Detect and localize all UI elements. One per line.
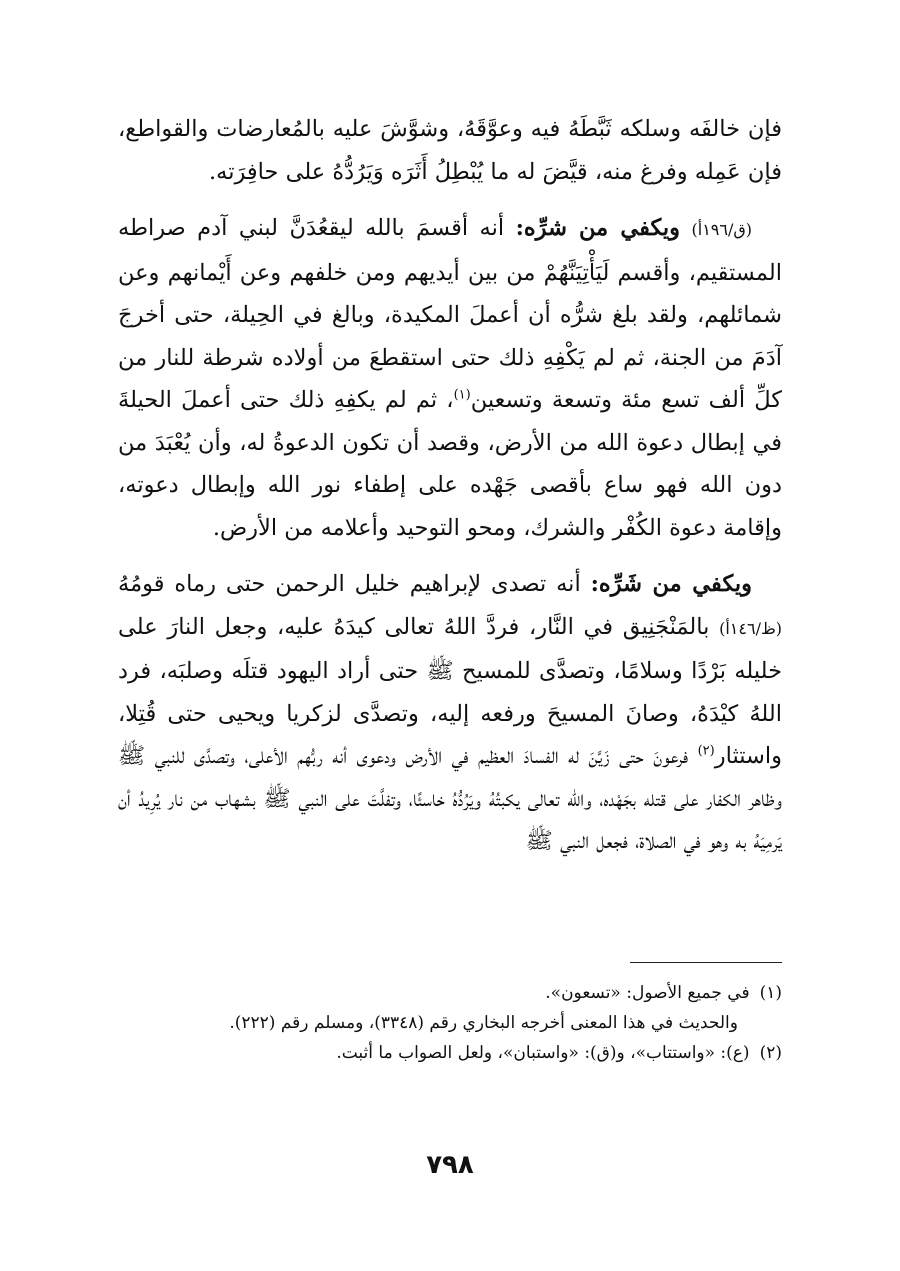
footnote-ref-1[interactable]: (١) xyxy=(453,387,471,403)
footnote-1-continuation xyxy=(118,1008,782,1038)
paragraph-2-text-b: ، ثم لم يكفِهِ ذلك حتى أعملَ الحيلةَ في إبطال دعوة الله من الأرض، وقصد أن تكون الدعوةُ له، وأن يُعْبَدَ من دون الله فهو ساع بأقصى جَهْده على إطفاء نور الله وإبطال دعوته، وإقامة دعوة الكُفْر والشرك، ومحو التوحيد وأعلامه من الأرض. xyxy=(118,387,782,541)
paragraph-2-text-a: أنه أقسمَ بالله ليقعُدَنَّ لبني آدم صراطه المستقيم، وأقسم لَيَأْتِيَنَّهُمْ من بين أيديهم ومن خلفهم وعن أَيْمانهم وعن شمائلهم، ولقد بلغ شرُّه أن أعملَ المكيدة، وبالغ في الحِيلة، حتى أخرجَ آدَمَ من الجنة، ثم لم يَكْفِهِ ذلك حتى استقطعَ من أولاده شرطة للنار من كلِّ ألف تسع مئة وتسعة وتسعين xyxy=(118,215,782,413)
footnote-separator xyxy=(630,962,782,963)
paragraph-1-text: فإن خالفَه وسلكه ثَبَّطَهُ فيه وعوَّقَهُ، وشوَّشَ عليه بالمُعارضات والقواطع، فإن عَمِله وفرغ منه، قيَّضَ له ما يُبْطِلُ أَثَرَه وَيَرُدُّهُ على حافِرَته. xyxy=(118,116,782,185)
paragraph-3-text-a: أنه تصدى لإبراهيم خليل الرحمن حتى رماه قومُهُ xyxy=(118,571,581,597)
paragraph-3-text-b: بالمَنْجَنِيق في النَّار، فردَّ اللهُ تعالى كيدَهُ عليه، وجعل النارَ على خليله بَرْدًا وسلامًا، وتصدَّى للمسيح ﷺ حتى أراد اليهود قتلَه وصلبَه، فرد اللهُ كيْدَهُ، وصانَ المسيحَ ورفعه إليه، وتصدَّى لزكريا ويحيى حتى قُتِلا، واستثار xyxy=(118,613,783,769)
paragraph-2-lead: ويكفي من شرِّه: xyxy=(515,215,681,241)
paragraph-2 xyxy=(118,207,782,549)
footnote-2-number: (٢) xyxy=(759,1043,782,1063)
paragraph-1 xyxy=(118,108,782,193)
manuscript-ref-q196: (ق/١٩٦أ) xyxy=(691,220,753,239)
footnote-1-continuation-text: والحديث في هذا المعنى أخرجه البخاري رقم (٣٣٤٨)، ومسلم رقم (٢٢٢). xyxy=(229,1013,738,1033)
footnote-1-number: (١) xyxy=(759,983,782,1003)
footnote-1-text: في جميع الأصول: «تسعون». xyxy=(545,983,750,1003)
page-number: ٧٩٨ xyxy=(426,1150,474,1180)
paragraph-3 xyxy=(118,563,782,863)
footnotes xyxy=(118,978,782,1068)
main-text xyxy=(118,108,782,863)
footnote-1 xyxy=(118,978,782,1008)
footnote-2 xyxy=(118,1038,782,1068)
footnote-ref-2[interactable]: (٢) xyxy=(697,743,715,759)
paragraph-3-lead: ويكفي من شَرِّه: xyxy=(590,571,752,597)
footnote-2-text: (ع): «واستتاب»، و(ق): «واستبان»، ولعل الصواب ما أثبت. xyxy=(336,1043,750,1063)
manuscript-ref-z146: (ظ/١٤٦أ) xyxy=(719,618,782,638)
paragraph-3-text-c: فرعونَ حتى زَيَّنَ له الفسادَ العظيم في الأرض ودعوى أنه ربُّهم الأعلى، وتصدَّى للنبي ﷺ وظاهر الكفار على قتله بجَهْده، والله تعالى يكبتُهُ ويَرُدُّهُ خاسئًا، وتفلَّتَ على النبي ﷺ بشهاب من نار يُرِيدُ أن يَرمِيَهُ به وهو في الصلاة، فجعل النبي ﷺ xyxy=(118,743,782,854)
